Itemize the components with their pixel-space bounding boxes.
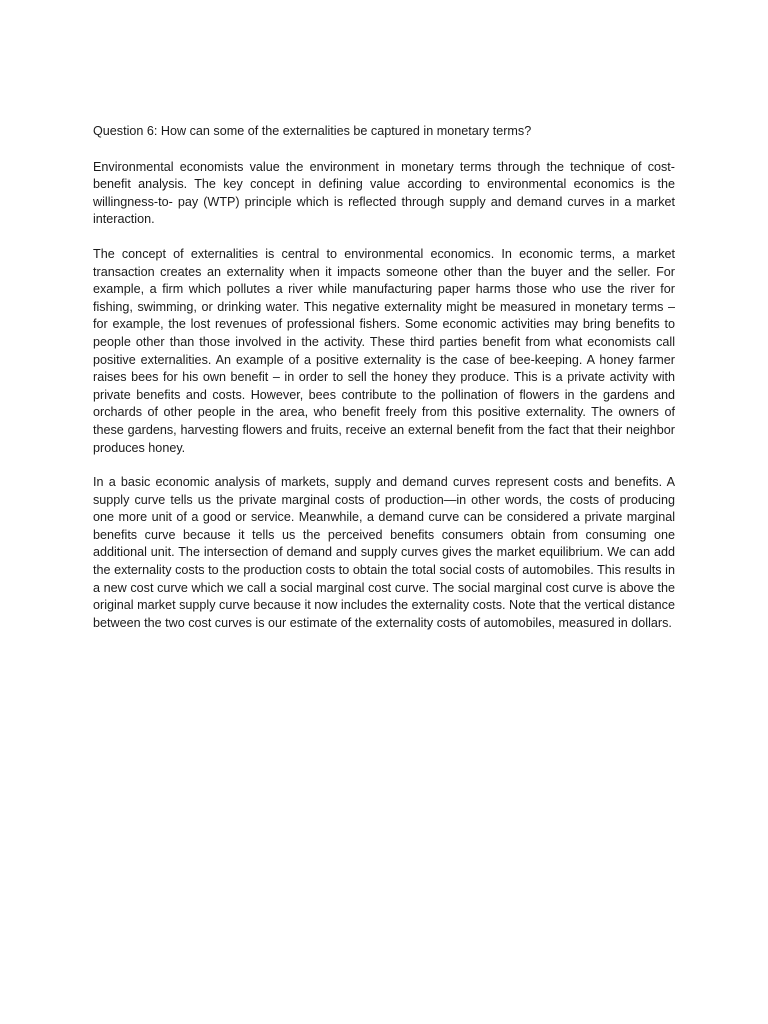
question-heading: Question 6: How can some of the externalities be captured in monetary terms?	[93, 124, 532, 138]
paragraph-wtp: Environmental economists value the environment in monetary terms through the technique of cost-benefit analysis. The key concept in defining value according to environmental economics is the willingness-to- pay (WTP) principle which is reflected through supply and demand curves in a market interaction.	[93, 159, 675, 227]
paragraph-externalities: The concept of externalities is central to environmental economics. In economic terms, a market transaction creates an externality when it impacts someone other than the buyer and the seller. For example, a firm which pollutes a river while manufacturing paper harms those who use the river for fishing, swimming, or drinking water. This negative externality might be measured in monetary terms – for example, the lost revenues of professional fishers. Some economic activities may bring benefits to people other than those involved in the activity. These third parties benefit from what economists call positive externalities. An example of a positive externality is the case of bee-keeping. A honey farmer raises bees for his own benefit – in order to sell the honey they produce. This is a private activity with private benefits and costs. However, bees contribute to the pollination of flowers in the gardens and orchards of other people in the area, who benefit freely from this positive externality. The owners of these gardens, harvesting flowers and fruits, receive an external benefit from the fact that their neighbor produces honey.	[93, 246, 675, 455]
paragraph-supply-demand: In a basic economic analysis of markets, supply and demand curves represent costs and benefits. A supply curve tells us the private marginal costs of production—in other words, the costs of producing one more unit of a good or service. Meanwhile, a demand curve can be considered a private marginal benefits curve because it tells us the perceived benefits consumers obtain from consuming one additional unit. The intersection of demand and supply curves gives the market equilibrium. We can add the externality costs to the production costs to obtain the total social costs of automobiles. This results in a new cost curve which we call a social marginal cost curve. The social marginal cost curve is above the original market supply curve because it now includes the externality costs. Note that the vertical distance between the two cost curves is our estimate of the externality costs of automobiles, measured in dollars.	[93, 475, 675, 630]
document-page	[93, 123, 675, 649]
